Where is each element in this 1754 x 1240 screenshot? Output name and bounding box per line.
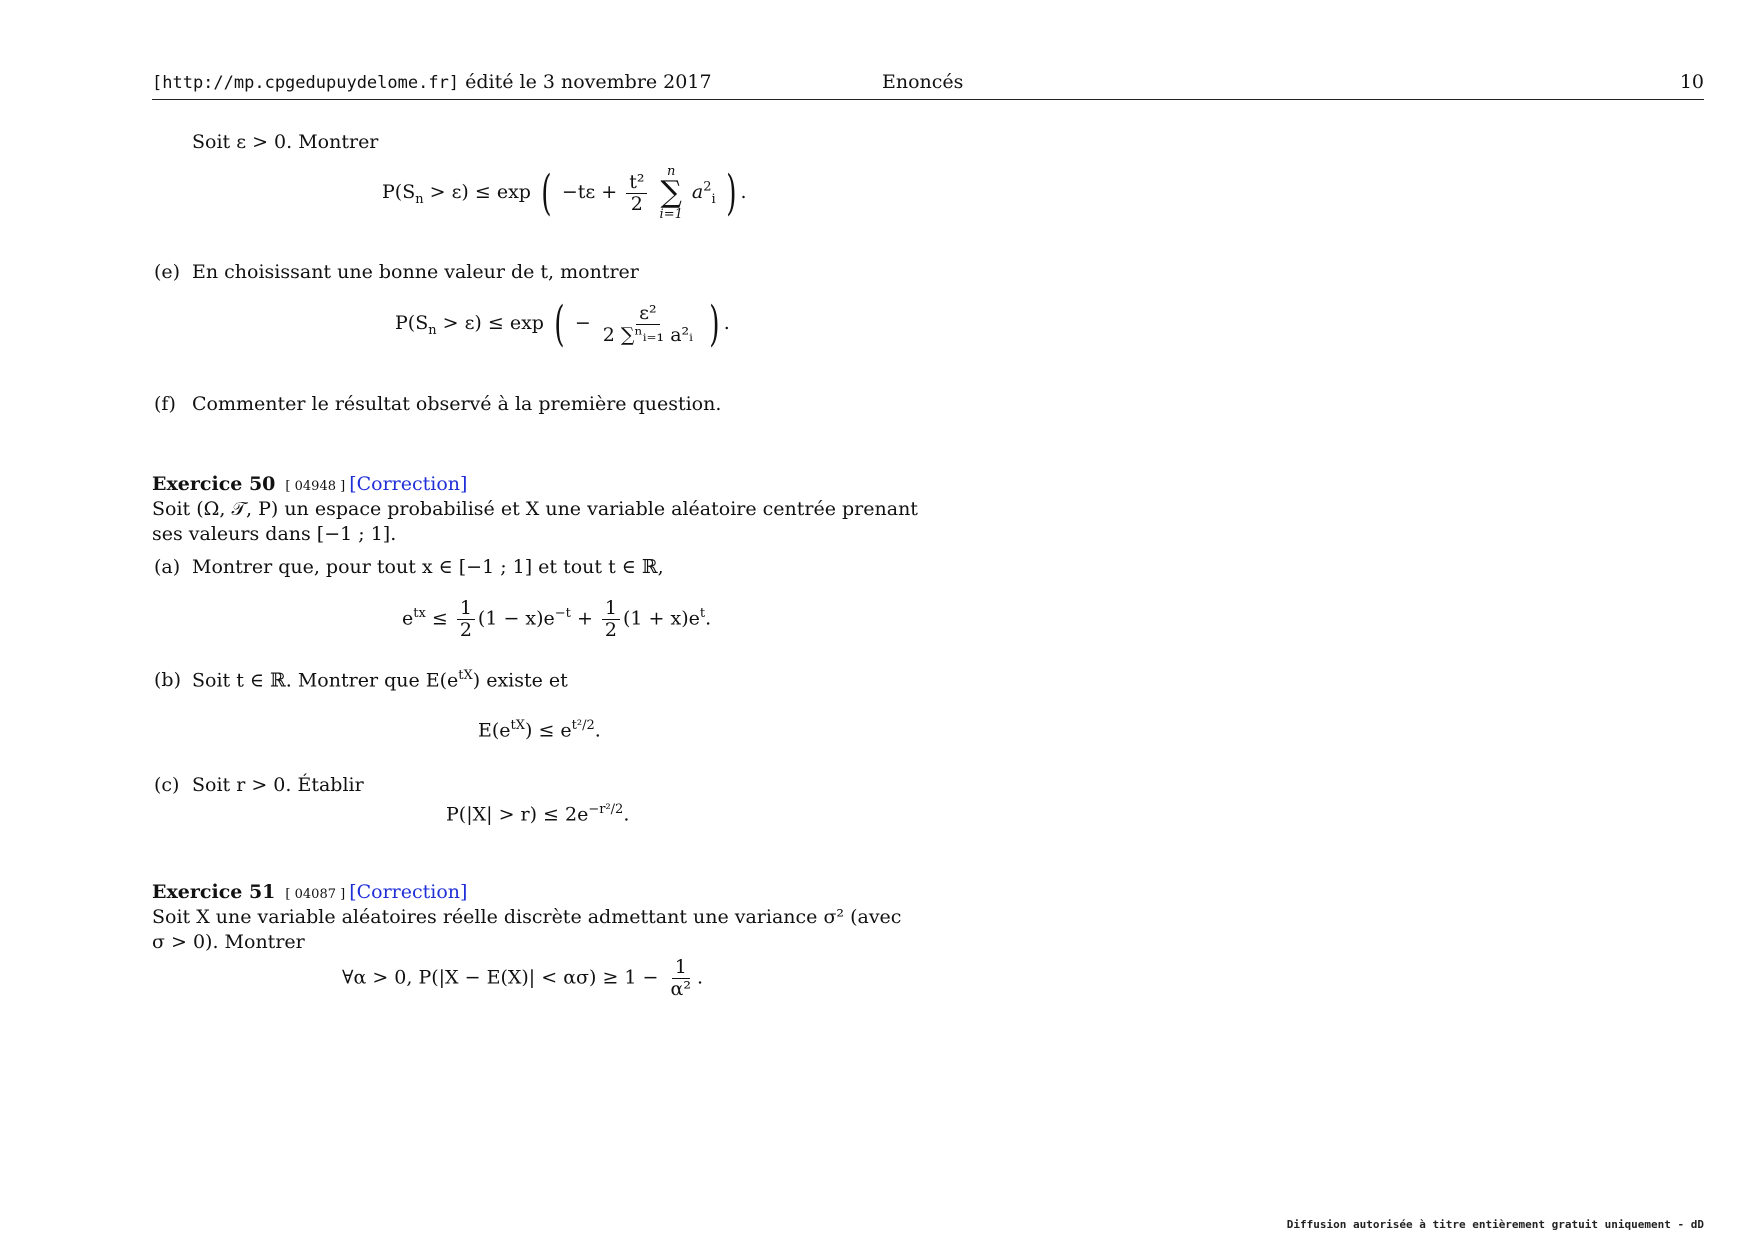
formula-sup: tX	[510, 718, 526, 733]
sigma-symbol: ∑	[660, 175, 682, 210]
fraction-numerator: t²	[626, 172, 647, 194]
page-footer: Diffusion autorisée à titre entièrement gratuit uniquement - dD	[1286, 1218, 1704, 1231]
fraction	[457, 598, 475, 641]
formula-end: .	[740, 181, 747, 203]
item-label: (f)	[154, 393, 176, 415]
header-section: Enoncés	[882, 71, 964, 93]
part-e	[154, 260, 639, 285]
formula-end: .	[594, 719, 601, 742]
formula-sup: t	[699, 606, 706, 622]
formula-text: ≤	[425, 607, 454, 630]
exercise-code: [ 04087 ]	[285, 887, 346, 902]
fraction-denominator: 2	[630, 192, 643, 215]
fraction-numerator: 1	[672, 957, 690, 979]
part-e-formula	[395, 296, 730, 352]
formula-end: .	[723, 312, 730, 334]
item-label: (a)	[154, 556, 181, 578]
fraction-numerator: ε²	[636, 303, 659, 325]
formula-text: > ε) ≤ exp	[423, 181, 531, 203]
item-text: ) existe et	[472, 669, 568, 692]
formula-end: .	[705, 607, 712, 630]
ex50-part-a-formula	[402, 598, 711, 641]
item-text: Montrer que, pour tout x ∈ [−1 ; 1] et tout t ∈ ℝ,	[192, 556, 664, 578]
formula-text: ) ≤ e	[525, 719, 572, 742]
item-text-sup: tX	[458, 668, 473, 683]
ex51-formula	[342, 957, 703, 1000]
left-paren: (	[554, 296, 565, 352]
item-text: En choisissant une bonne valeur de t, montrer	[192, 261, 639, 283]
exercise-50-statement-1: Soit (Ω, 𝒯, P) un espace probabilisé et X une variable aléatoire centrée prenant	[152, 498, 918, 520]
term-sup: 2	[703, 179, 712, 195]
header-left	[152, 70, 712, 95]
formula-term: a	[691, 181, 704, 203]
fraction-denominator: α²	[670, 977, 691, 1000]
formula-text: E(e	[478, 719, 511, 742]
header-url[interactable]: [http://mp.cpgedupuydelome.fr]	[152, 73, 460, 93]
formula-text: ∀α > 0, P(|X − E(X)| < ασ) ≥ 1 −	[342, 966, 659, 989]
fraction	[668, 957, 694, 1000]
formula-sub: n	[415, 191, 424, 207]
formula-text: P(|X| > r) ≤ 2e	[446, 803, 589, 826]
item-text: Soit t ∈ ℝ. Montrer que E(e	[192, 669, 459, 692]
formula-sup: t²/2	[571, 718, 595, 733]
exercise-51-statement-2: σ > 0). Montrer	[152, 931, 305, 953]
formula-text: (1 + x)e	[623, 607, 700, 630]
formula-end: .	[623, 803, 630, 826]
formula-text: P(S	[382, 181, 416, 203]
correction-link[interactable]: [Correction]	[349, 881, 468, 903]
right-paren: )	[709, 296, 720, 352]
exercise-51-header	[152, 880, 467, 905]
part-d-intro: Soit ε > 0. Montrer	[192, 131, 379, 153]
exercise-title: Exercice 50	[152, 473, 276, 495]
ex50-part-b-formula	[478, 718, 601, 743]
formula-sub: n	[428, 322, 437, 338]
formula-end: .	[696, 966, 704, 989]
right-paren: )	[725, 165, 737, 221]
formula-text: P(S	[395, 312, 429, 334]
page-header	[152, 70, 1704, 100]
formula-minus: −	[574, 312, 591, 334]
exercise-50-statement-2: ses valeurs dans [−1 ; 1].	[152, 523, 397, 545]
formula-text: > ε) ≤ exp	[436, 312, 544, 334]
part-d-formula	[382, 165, 747, 221]
formula-sup: −r²/2	[588, 802, 624, 817]
fraction	[602, 598, 620, 641]
ex50-part-b	[154, 668, 568, 693]
page-number: 10	[1679, 71, 1704, 93]
fraction-denominator: 2	[459, 618, 472, 641]
exercise-50-header	[152, 472, 467, 497]
exercise-51-statement-1: Soit X une variable aléatoires réelle discrète admettant une variance σ² (avec	[152, 906, 902, 928]
formula-sup: tx	[413, 606, 426, 622]
fraction-numerator: 1	[457, 598, 475, 620]
exercise-code: [ 04948 ]	[285, 479, 346, 494]
item-label: (e)	[154, 261, 181, 283]
sum-upper: n	[667, 164, 676, 179]
sum-lower: i=1	[659, 207, 683, 222]
formula-text: +	[570, 607, 599, 630]
item-text: Soit r > 0. Établir	[192, 774, 364, 796]
left-paren: (	[541, 165, 552, 221]
fraction-denominator: 2	[604, 618, 617, 641]
fraction-numerator: 1	[602, 598, 620, 620]
formula-text: (1 − x)e	[477, 607, 555, 630]
term-sub: i	[711, 191, 716, 207]
item-text: Commenter le résultat observé à la première question.	[192, 393, 722, 415]
ex50-part-c	[154, 773, 364, 798]
part-f	[154, 392, 721, 417]
exercise-title: Exercice 51	[152, 881, 276, 903]
fraction	[626, 172, 647, 215]
header-edited: édité le 3 novembre 2017	[465, 71, 712, 93]
fraction-denominator: 2 ∑ⁿᵢ₌₁ a²ᵢ	[602, 323, 693, 346]
fraction	[600, 303, 696, 346]
formula-text: −tε +	[561, 181, 618, 203]
ex50-part-c-formula	[446, 802, 629, 827]
item-label: (b)	[154, 669, 181, 692]
correction-link[interactable]: [Correction]	[349, 473, 468, 495]
summation	[660, 165, 683, 221]
formula-sup: −t	[554, 606, 571, 622]
ex50-part-a	[154, 555, 664, 580]
item-label: (c)	[154, 774, 180, 796]
formula-text: e	[402, 607, 414, 630]
